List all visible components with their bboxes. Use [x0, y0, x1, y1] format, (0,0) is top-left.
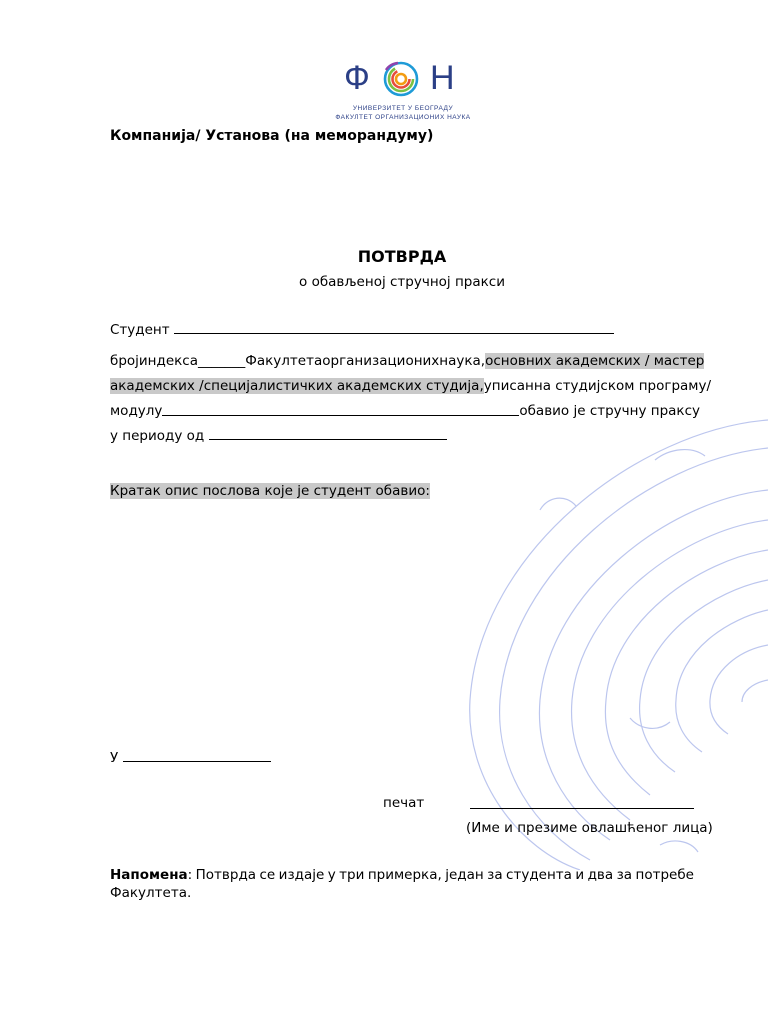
note-word: један — [445, 867, 484, 883]
module-row — [110, 403, 700, 419]
note-word: : — [187, 867, 193, 883]
signature-field[interactable] — [470, 808, 694, 809]
note-word: се — [259, 867, 276, 883]
document-title: ПОТВРДА — [357, 247, 447, 266]
student-label: Студент — [110, 322, 170, 338]
note-word: у — [327, 867, 336, 883]
note-word: потребе — [635, 867, 694, 883]
faculty-logo — [330, 56, 476, 124]
logo-letter-f: Ф — [344, 59, 370, 97]
stamp-label: печат — [383, 795, 425, 811]
period-field[interactable] — [209, 427, 447, 440]
signature-caption: (Име и презиме овлашћеног лица) — [466, 820, 713, 836]
logo-letter-n: Н — [430, 59, 455, 97]
study-type-highlight: академских /специјалистичких академских студија, — [110, 378, 484, 394]
enrolled-word: уписан — [483, 378, 534, 394]
document-subtitle: о обављеној стручној пракси — [299, 274, 505, 290]
note-word: Потврда — [195, 867, 257, 883]
logo-university-text: УНИВЕРЗИТЕТ У БЕОГРАДУ — [352, 105, 454, 112]
index-word: _______Факултета — [198, 353, 323, 369]
description-label: Кратак опис послова које је студент обавио: — [110, 483, 430, 499]
company-header: Компанија/ Установа (на меморандуму) — [110, 128, 434, 144]
place-row — [110, 749, 271, 766]
index-word: број — [110, 353, 139, 369]
module-rest-text: обавио је стручну праксу — [519, 403, 700, 419]
student-name-field[interactable] — [174, 321, 614, 334]
module-label: модулу — [110, 403, 163, 419]
note-word: примерка, — [367, 867, 442, 883]
period-row — [110, 427, 447, 444]
index-row — [110, 353, 705, 369]
place-label: У — [110, 750, 119, 766]
note-word: три — [339, 867, 365, 883]
index-word: индекса — [138, 353, 198, 369]
study-program-row — [110, 378, 712, 394]
period-label: у периоду од — [110, 428, 205, 444]
module-field[interactable] — [162, 403, 519, 416]
study-level-highlight: основних академских / мастер — [485, 353, 705, 369]
note-word: за — [616, 867, 633, 883]
logo-rings-icon — [378, 60, 424, 98]
note-word: за — [487, 867, 503, 883]
note-label: Напомена — [110, 867, 188, 883]
note-end-text: Факултета. — [110, 885, 192, 901]
note-paragraph — [110, 866, 694, 902]
spiral-watermark-icon — [440, 400, 768, 870]
student-row — [110, 321, 614, 338]
program-text: на студијском програму/ — [533, 378, 712, 394]
index-word: организационих — [322, 353, 440, 369]
note-word: два — [587, 867, 614, 883]
note-word: издаје — [278, 867, 325, 883]
logo-faculty-text: ФАКУЛТЕТ ОРГАНИЗАЦИОНИХ НАУКА — [335, 114, 471, 121]
note-word: и — [575, 867, 585, 883]
place-field[interactable] — [123, 749, 271, 762]
note-word: студента — [506, 867, 572, 883]
index-word: наука, — [439, 353, 486, 369]
